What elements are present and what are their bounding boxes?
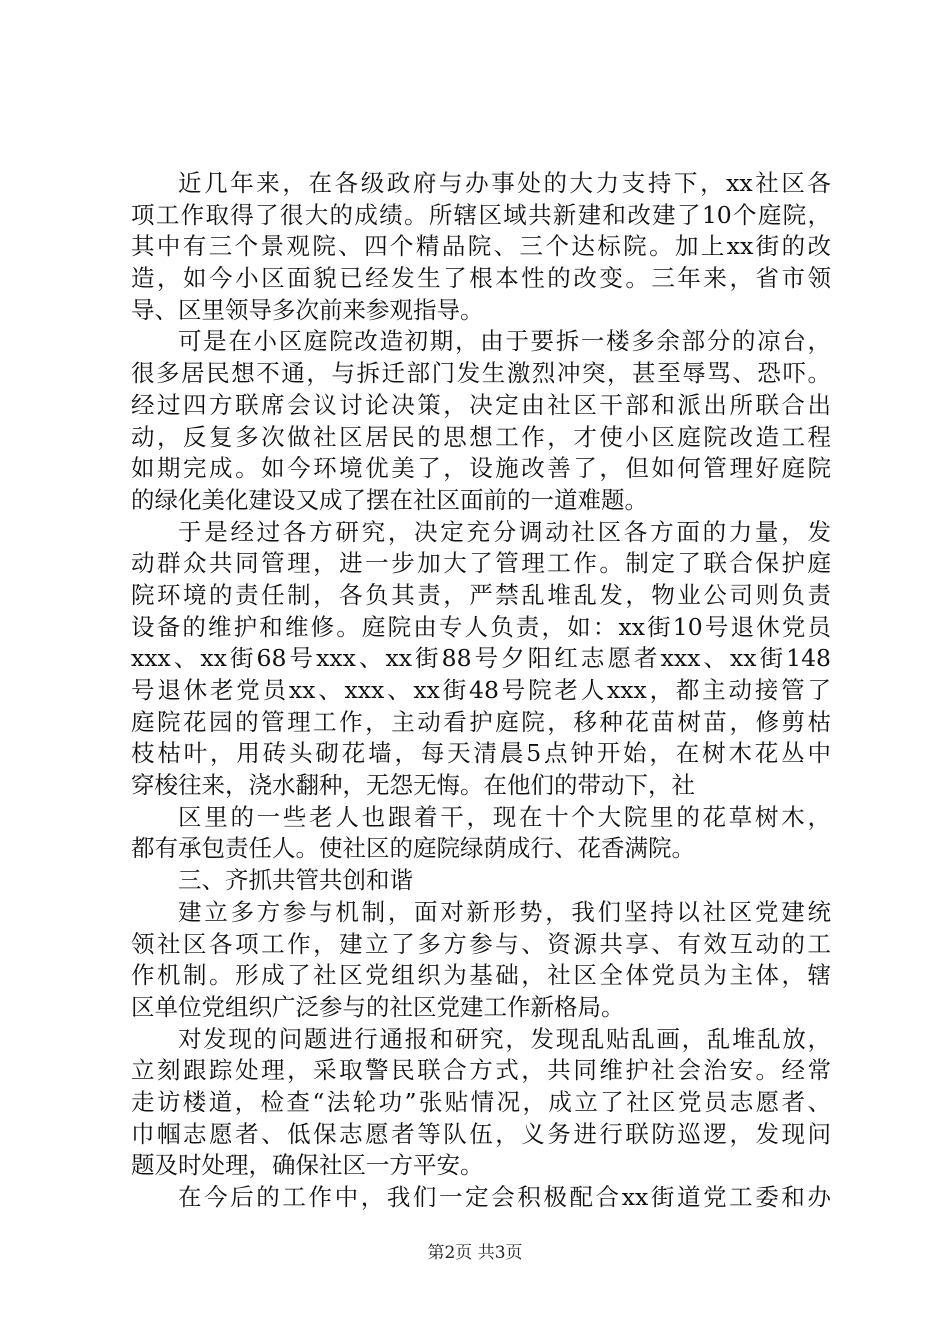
text-line: 巾帼志愿者、低保志愿者等队伍，义务进行联防巡逻，发现问: [131, 1119, 831, 1148]
text-line: 穿梭往来，浇水翻种，无怨无悔。在他们的带动下，社: [131, 771, 695, 800]
document-body: [131, 168, 831, 1214]
text-line: xxx、xx街68号xxx、xx街88号夕阳红志愿者xxx、xx街148: [131, 644, 831, 673]
text-line: 号退休老党员xx、xxx、xx街48号院老人xxx，都主动接管了: [131, 676, 831, 704]
text-line: 对发现的问题进行通报和研究，发现乱贴乱画，乱堆乱放，: [178, 1024, 831, 1053]
text-line: 区里的一些老人也跟着干，现在十个大院里的花草树木，: [178, 802, 831, 831]
text-line: 枝枯叶，用砖头砌花墙，每天清晨5点钟开始，在树木花丛中: [131, 739, 831, 768]
text-line: 区单位党组织广泛参与的社区党建工作新格局。: [131, 992, 625, 1021]
text-line: 动群众共同管理，进一步加大了管理工作。制定了联合保护庭: [131, 549, 831, 578]
text-line: 设备的维护和维修。庭院由专人负责，如：xx街10号退休党员: [131, 612, 831, 641]
text-line: 很多居民想不通，与拆迁部门发生激烈冲突，甚至辱骂、恐吓。: [131, 359, 831, 388]
text-line: 在今后的工作中，我们一定会积极配合xx街道党工委和办: [178, 1183, 831, 1211]
page-footer: 第2页 共3页: [427, 1243, 523, 1263]
text-line: 的绿化美化建设又成了摆在社区面前的一道难题。: [131, 485, 648, 514]
text-line: 可是在小区庭院改造初期，由于要拆一楼多余部分的凉台，: [178, 327, 831, 356]
text-line: 如期完成。如今环境优美了，设施改善了，但如何管理好庭院: [131, 454, 831, 483]
text-line: 导、区里领导多次前来参观指导。: [131, 295, 484, 324]
text-line: 于是经过各方研究，决定充分调动社区各方面的力量，发: [178, 517, 831, 546]
text-line: 建立多方参与机制，面对新形势，我们坚持以社区党建统: [178, 897, 831, 926]
text-line: 都有承包责任人。使社区的庭院绿荫成行、花香满院。: [131, 834, 695, 863]
text-line: 领社区各项工作，建立了多方参与、资源共享、有效互动的工: [131, 929, 831, 958]
text-line: 题及时处理，确保社区一方平安。: [131, 1151, 484, 1180]
text-line: 项工作取得了很大的成绩。所辖区域共新建和改建了10个庭院，: [131, 200, 831, 229]
text-line: 造，如今小区面貌已经发生了根本性的改变。三年来，省市领: [131, 264, 831, 293]
text-line: 院环境的责任制，各负其责，严禁乱堆乱发，物业公司则负责: [131, 580, 831, 609]
text-line: 动，反复多次做社区居民的思想工作，才使小区庭院改造工程: [131, 422, 831, 451]
text-line: 近几年来，在各级政府与办事处的大力支持下，xx社区各: [178, 169, 831, 197]
text-line: 立刻跟踪处理，采取警民联合方式，共同维护社会治安。经常: [131, 1056, 831, 1085]
text-line: 三、齐抓共管共创和谐: [178, 866, 413, 895]
text-line: 走访楼道，检查“法轮功”张贴情况，成立了社区党员志愿者、: [131, 1087, 831, 1116]
text-line: 作机制。形成了社区党组织为基础，社区全体党员为主体，辖: [131, 961, 831, 990]
text-line: 经过四方联席会议讨论决策，决定由社区干部和派出所联合出: [131, 390, 831, 419]
text-line: 其中有三个景观院、四个精品院、三个达标院。加上xx街的改: [131, 232, 831, 261]
text-line: 庭院花园的管理工作，主动看护庭院，移种花苗树苗，修剪枯: [131, 707, 831, 736]
